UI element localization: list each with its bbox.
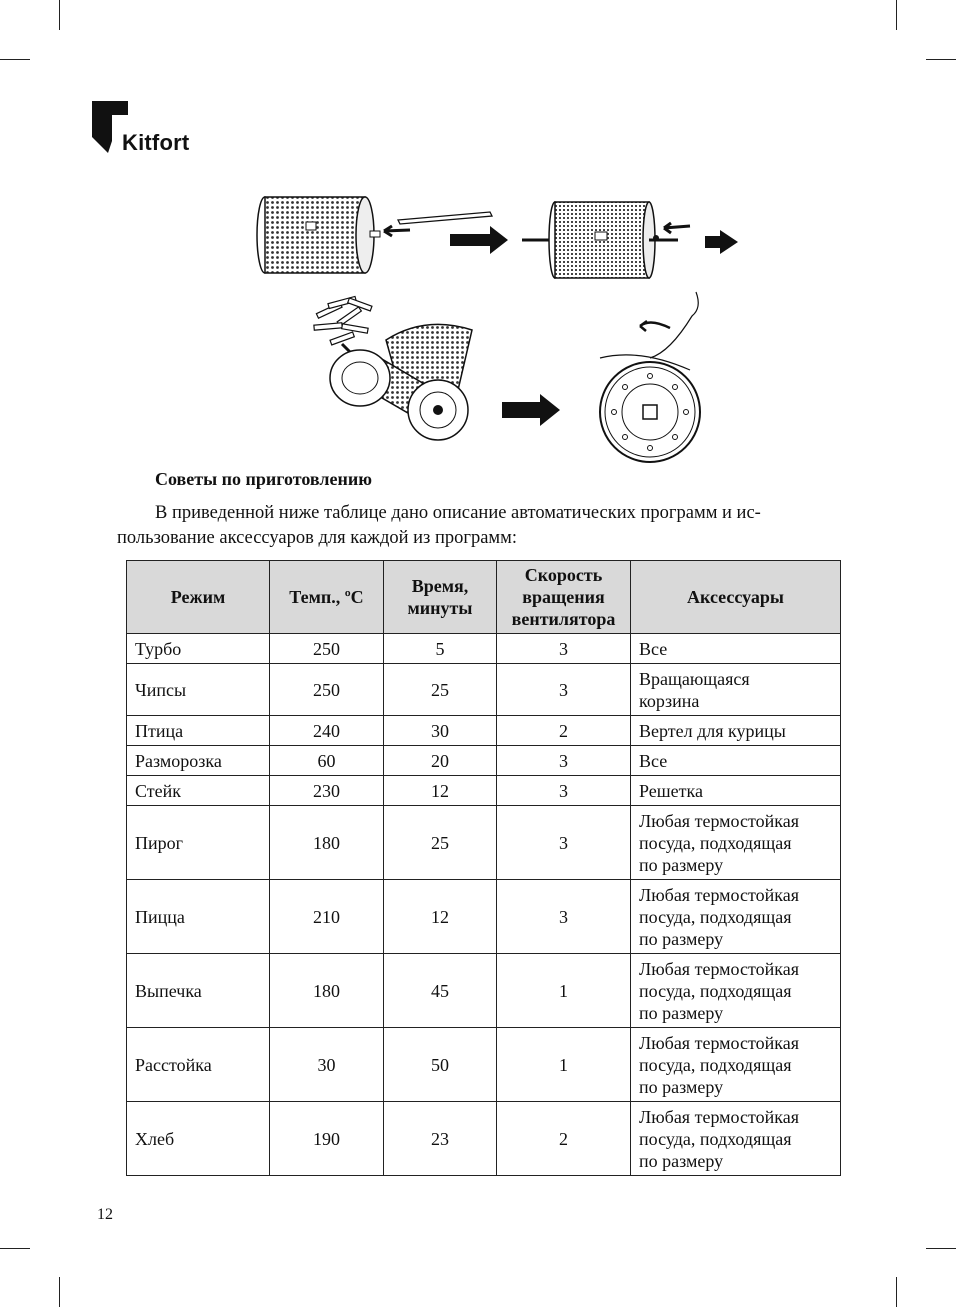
spit-rod [398, 212, 492, 224]
header-temp: Темп., ºС [270, 561, 384, 634]
cell-fan: 1 [497, 1028, 631, 1102]
header-accessories: Аксессуары [631, 561, 841, 634]
cell-mode: Пицца [127, 880, 270, 954]
crop-mark [0, 1248, 30, 1249]
cell-temp: 60 [270, 746, 384, 776]
page-number: 12 [97, 1206, 113, 1223]
basket-assembly-illustration [250, 180, 750, 465]
cell-time: 25 [384, 664, 497, 716]
cell-accessories: Вращающаяся корзина [631, 664, 841, 716]
cell-accessories: Вертел для курицы [631, 716, 841, 746]
cell-temp: 250 [270, 634, 384, 664]
cell-mode: Хлеб [127, 1102, 270, 1176]
basket-side-view [257, 197, 380, 273]
table-row [127, 716, 841, 746]
table-row [127, 776, 841, 806]
cell-mode: Чипсы [127, 664, 270, 716]
cell-time: 45 [384, 954, 497, 1028]
cell-fan: 2 [497, 1102, 631, 1176]
cell-time: 20 [384, 746, 497, 776]
table-row [127, 634, 841, 664]
cell-accessories: Все [631, 634, 841, 664]
cell-fan: 3 [497, 746, 631, 776]
intro-line-2: пользование аксессуаров для каждой из программ: [117, 528, 517, 548]
cell-fan: 3 [497, 664, 631, 716]
cell-mode: Стейк [127, 776, 270, 806]
crop-mark [59, 0, 60, 30]
cell-time: 30 [384, 716, 497, 746]
cell-fan: 1 [497, 954, 631, 1028]
section-heading: Советы по приготовлению [155, 469, 372, 489]
cell-temp: 250 [270, 664, 384, 716]
table-row [127, 664, 841, 716]
cell-mode: Выпечка [127, 954, 270, 1028]
header-fan-line3: вентилятора [511, 609, 616, 629]
cell-time: 12 [384, 776, 497, 806]
cell-time: 50 [384, 1028, 497, 1102]
cell-time: 5 [384, 634, 497, 664]
intro-paragraph [117, 501, 842, 551]
cell-temp: 30 [270, 1028, 384, 1102]
cell-fan: 2 [497, 716, 631, 746]
cell-fan: 3 [497, 776, 631, 806]
header-mode: Режим [127, 561, 270, 634]
cell-time: 25 [384, 806, 497, 880]
basket-open-view [330, 324, 472, 440]
crop-mark [926, 1248, 956, 1249]
basket-end-cap-view [600, 292, 700, 462]
fries-icon [314, 296, 372, 344]
cell-time: 12 [384, 880, 497, 954]
cell-mode: Пирог [127, 806, 270, 880]
cell-accessories: Любая термостойкая посуда, подходящая по размеру [631, 806, 841, 880]
intro-line-1: В приведенной ниже таблице дано описание автоматических программ и ис- [155, 503, 761, 523]
cell-fan: 3 [497, 880, 631, 954]
programs-table [126, 560, 841, 1176]
crop-mark [896, 0, 897, 30]
table-row [127, 746, 841, 776]
cell-time: 23 [384, 1102, 497, 1176]
header-time-line2: минуты [407, 598, 473, 618]
cell-temp: 180 [270, 806, 384, 880]
cell-temp: 240 [270, 716, 384, 746]
header-fan-line2: вращения [522, 587, 605, 607]
arrow-icon [502, 394, 560, 426]
cell-mode: Расстойка [127, 1028, 270, 1102]
cell-temp: 230 [270, 776, 384, 806]
brand-name: Kitfort [122, 130, 190, 155]
header-fan-line1: Скорость [524, 565, 603, 585]
crop-mark [0, 59, 30, 60]
crop-mark [59, 1277, 60, 1307]
cell-fan: 3 [497, 634, 631, 664]
table-row [127, 954, 841, 1028]
cell-mode: Птица [127, 716, 270, 746]
header-fan-speed [497, 561, 631, 634]
cell-accessories: Любая термостойкая посуда, подходящая по размеру [631, 1102, 841, 1176]
table-row [127, 1102, 841, 1176]
cell-accessories: Любая термостойкая посуда, подходящая по размеру [631, 880, 841, 954]
cell-accessories: Любая термостойкая посуда, подходящая по размеру [631, 954, 841, 1028]
cell-accessories: Решетка [631, 776, 841, 806]
cell-mode: Разморозка [127, 746, 270, 776]
arrow-icon [450, 226, 508, 254]
table-row [127, 1028, 841, 1102]
cell-fan: 3 [497, 806, 631, 880]
basket-assembled-view [522, 202, 678, 278]
header-time [384, 561, 497, 634]
crop-mark [926, 59, 956, 60]
table-row [127, 806, 841, 880]
table-header-row [127, 561, 841, 634]
cell-temp: 210 [270, 880, 384, 954]
header-time-line1: Время, [411, 576, 469, 596]
cell-mode: Турбо [127, 634, 270, 664]
cell-accessories: Любая термостойкая посуда, подходящая по размеру [631, 1028, 841, 1102]
cell-accessories: Все [631, 746, 841, 776]
cell-temp: 190 [270, 1102, 384, 1176]
arrow-icon [705, 230, 738, 254]
cell-temp: 180 [270, 954, 384, 1028]
table-row [127, 880, 841, 954]
crop-mark [896, 1277, 897, 1307]
